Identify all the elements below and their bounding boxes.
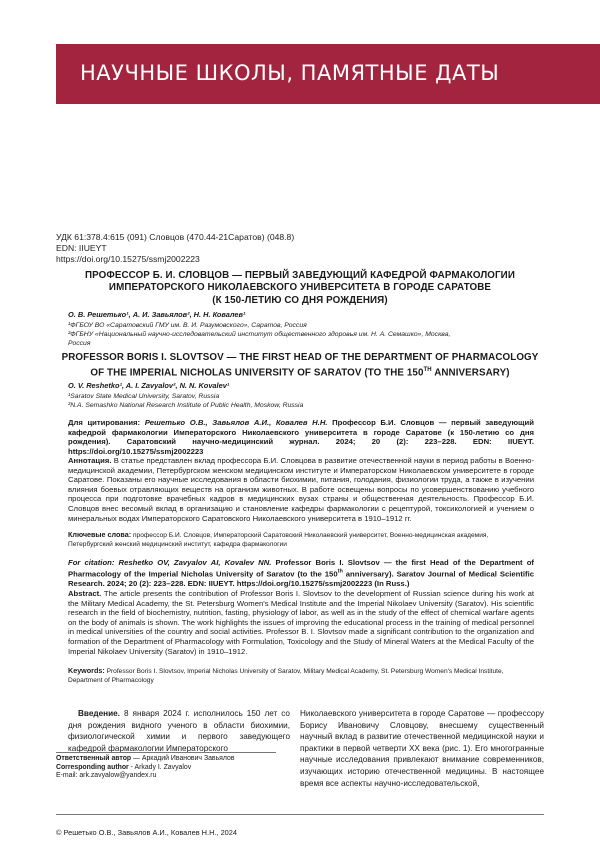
ru-affiliations bbox=[68, 321, 538, 348]
ru-affiliation: Россия bbox=[68, 340, 91, 347]
en-title-text: ANNIVERSARY) bbox=[431, 367, 510, 379]
footnote-ru-label: Ответственный автор bbox=[56, 755, 132, 762]
citation-ru-label: Для цитирования: bbox=[68, 418, 141, 427]
ru-title bbox=[56, 270, 544, 307]
abstract-en-label: Abstract. bbox=[68, 589, 102, 598]
en-affiliation: ²N.A. Semashko National Research Institute of Public Health, Moskow, Russia bbox=[68, 402, 304, 409]
en-affiliations bbox=[68, 392, 538, 410]
intro-right-column: Николаевского университета в городе Саратове — профессору Борису Ивановичу Словцову, внесшему существенный научный вклад в развитие отечественной медицинской науки и практики в первой четверти XX века (рис. 1). Его многогранные научные исследования привлекают внимание современников, изучающих историю отечественной медицины. В настоящее время все аспекты научно-исследовательской, bbox=[300, 709, 544, 788]
ru-title-line: ПРОФЕССОР Б. И. СЛОВЦОВ — ПЕРВЫЙ ЗАВЕДУЮЩИЙ КАФЕДРОЙ ФАРМАКОЛОГИИ bbox=[85, 270, 515, 281]
footnote bbox=[56, 755, 235, 781]
abstract-ru bbox=[68, 456, 534, 523]
en-title-text: OF THE IMPERIAL NICHOLAS UNIVERSITY OF SARATOV (TO THE 150 bbox=[90, 367, 424, 379]
en-affiliation: ¹Saratov State Medical University, Saratov, Russia bbox=[68, 393, 220, 400]
citation-ru-authors: Решетько О.В., Завьялов А.И., Ковалев Н.Н. bbox=[140, 418, 328, 427]
keywords-ru-text: профессор Б.И. Словцов, Императорский Саратовский Николаевский университет, Военно-медицинская академия, Петербургский женский медицинский институт, кафедра фармакологии bbox=[68, 532, 489, 549]
en-title-sup: TH bbox=[423, 367, 432, 374]
keywords-ru bbox=[68, 530, 534, 550]
citation-en-text: anniversary). Saratov Journal of Medical Scientific Research. 2024; 20 (2): 223–228. EDN: IIUEYT. https://doi.org/10.15275/ssmj2002223 (In Russ.) bbox=[68, 569, 534, 588]
citation-en-authors: Reshetko OV, Zavyalov AI, Kovalev NN. bbox=[114, 558, 272, 567]
ru-title-line: ИМПЕРАТОРСКОГО НИКОЛАЕВСКОГО УНИВЕРСИТЕТА В ГОРОДЕ САРАТОВЕ bbox=[108, 282, 492, 294]
keywords-ru-label: Ключевые слова: bbox=[68, 530, 132, 539]
en-title bbox=[56, 352, 544, 380]
en-authors: O. V. Reshetko¹, A. I. Zavyalov², N. N. Kovalev¹ bbox=[68, 381, 230, 390]
udc-line: УДК 61:378.4:615 (091) Словцов (470.44-21Саратов) (048.8) bbox=[56, 232, 295, 242]
copyright: © Решетько О.В., Завьялов А.И., Ковалев Н.Н., 2024 bbox=[56, 828, 238, 837]
citation-en bbox=[68, 558, 534, 588]
footnote-divider bbox=[56, 752, 276, 753]
en-title-line: PROFESSOR BORIS I. SLOVTSOV — THE FIRST HEAD OF THE DEPARTMENT OF PHARMACOLOGY bbox=[61, 352, 539, 363]
abstract-en-text: The article presents the contribution of Professor Boris I. Slovtsov to the development of Russian science during his work at the Military Medical Academy, the St. Petersburg Women's Medical Institute and the Imperial Nikolaev University (Saratov). His scientific research in the field of biochemistry, nutrition, fasting, physiology of labor, as well as in the study of the effect of chemical warfare agents on the body of animals is shown. The work highlights the issues of improving the educational process in the training of medical personnel in medical universities of the country and social activities. Professor B. I. Slovtsov made a significant contribution to the organization and formation of the Department of Pharmacology with Formulation, Toxicology and the Study of Mineral Waters at the Medical Faculty of the Imperial Nikolaev University (Saratov) in 1910–1912. bbox=[68, 589, 534, 656]
ru-title-line: (К 150-ЛЕТИЮ СО ДНЯ РОЖДЕНИЯ) bbox=[212, 294, 388, 306]
intro-left-text: 8 января 2024 г. исполнилось 150 лет со дня рождения видного ученого в области биохимии, физиологической химии и первого заведующего кафедрой фармакологии Императорского bbox=[68, 709, 290, 753]
footnote-en-label: Corresponding author bbox=[56, 763, 129, 771]
keywords-en bbox=[68, 666, 534, 686]
citation-ru bbox=[68, 418, 534, 456]
keywords-en-label: Keywords: bbox=[68, 666, 105, 675]
copyright-divider bbox=[56, 814, 544, 815]
abstract-ru-label: Аннотация. bbox=[68, 456, 112, 465]
footnote-en bbox=[56, 764, 235, 773]
ru-affiliation: ²ФГБНУ «Национальный научно-исследовательский институт общественного здоровья им. Н. А. Семашко», Москва, bbox=[68, 331, 451, 338]
citation-en-sup: th bbox=[337, 568, 343, 575]
abstract-en bbox=[68, 589, 534, 656]
intro-label: Введение. bbox=[78, 709, 120, 718]
ru-affiliation: ¹ФГБОУ ВО «Саратовский ГМУ им. В. И. Разумовского», Саратов, Россия bbox=[68, 322, 307, 329]
footnote-email[interactable]: E-mail: ark.zavyalow@yandex.ru bbox=[56, 772, 157, 780]
footnote-en-text: - Arkady I. Zavyalov bbox=[128, 763, 192, 771]
ru-authors: О. В. Решетько¹, А. И. Завьялов², Н. Н. Ковалев¹ bbox=[68, 310, 246, 319]
abstract-ru-text: В статье представлен вклад профессора Б.И. Словцова в развитие отечественной науки в период работы в Военно-медицинской академии, Петербургском женском медицинском институте и Императорском Николаевском университете в городе Саратове. Показаны его научные исследования в области биохимии, питания, голодания, физиологии труда, а также в изучении влияния боевых отравляющих веществ на организм животных. В работе освещены вопросы по усовершенствованию учебного процесса при подготовке врачебных кадров в медицинских вузах страны и общественная деятельность. Профессор Б.И. Словцов внес весомый вклад в организацию и становление кафедры фармакологии с рецептурой, токсикологией и учением о минеральных водах Императорского Саратовского Николаевского университета в 1910–1912 гг. bbox=[68, 456, 534, 523]
doi-link[interactable]: https://doi.org/10.15275/ssmj2002223 bbox=[56, 254, 200, 264]
intro-left-column bbox=[68, 708, 290, 754]
citation-en-text: Professor Boris I. Slovtsov — the first Head of the Department of Pharmacology of the Imperial Nicholas University of Saratov (to the 150 bbox=[68, 558, 534, 579]
en-title-line bbox=[56, 364, 544, 380]
section-title: НАУЧНЫЕ ШКОЛЫ, ПАМЯТНЫЕ ДАТЫ bbox=[80, 61, 500, 85]
citation-en-label: For citation: bbox=[68, 558, 115, 567]
edn-line: EDN: IIUEYT bbox=[56, 243, 107, 253]
footnote-ru bbox=[56, 755, 235, 764]
footnote-ru-text: — Аркадий Иванович Завьялов bbox=[131, 755, 235, 762]
citation-ru-text: Профессор Б.И. Словцов — первый заведующий кафедрой фармакологии Императорского Николаевского университета в городе Саратове (к 150-летию со дня рождения). Саратовский научно-медицинский журнал. 2024; 20 (2): 223–228. EDN: IIUEYT. https://doi.org/10.15275/ssmj2002223 bbox=[68, 418, 534, 456]
keywords-en-text: Professor Boris I. Slovtsov, Imperial Nicholas University of Saratov, Military Medical Academy, St. Petersburg Women's Medical Institute, Department of Pharmacology bbox=[68, 668, 504, 685]
